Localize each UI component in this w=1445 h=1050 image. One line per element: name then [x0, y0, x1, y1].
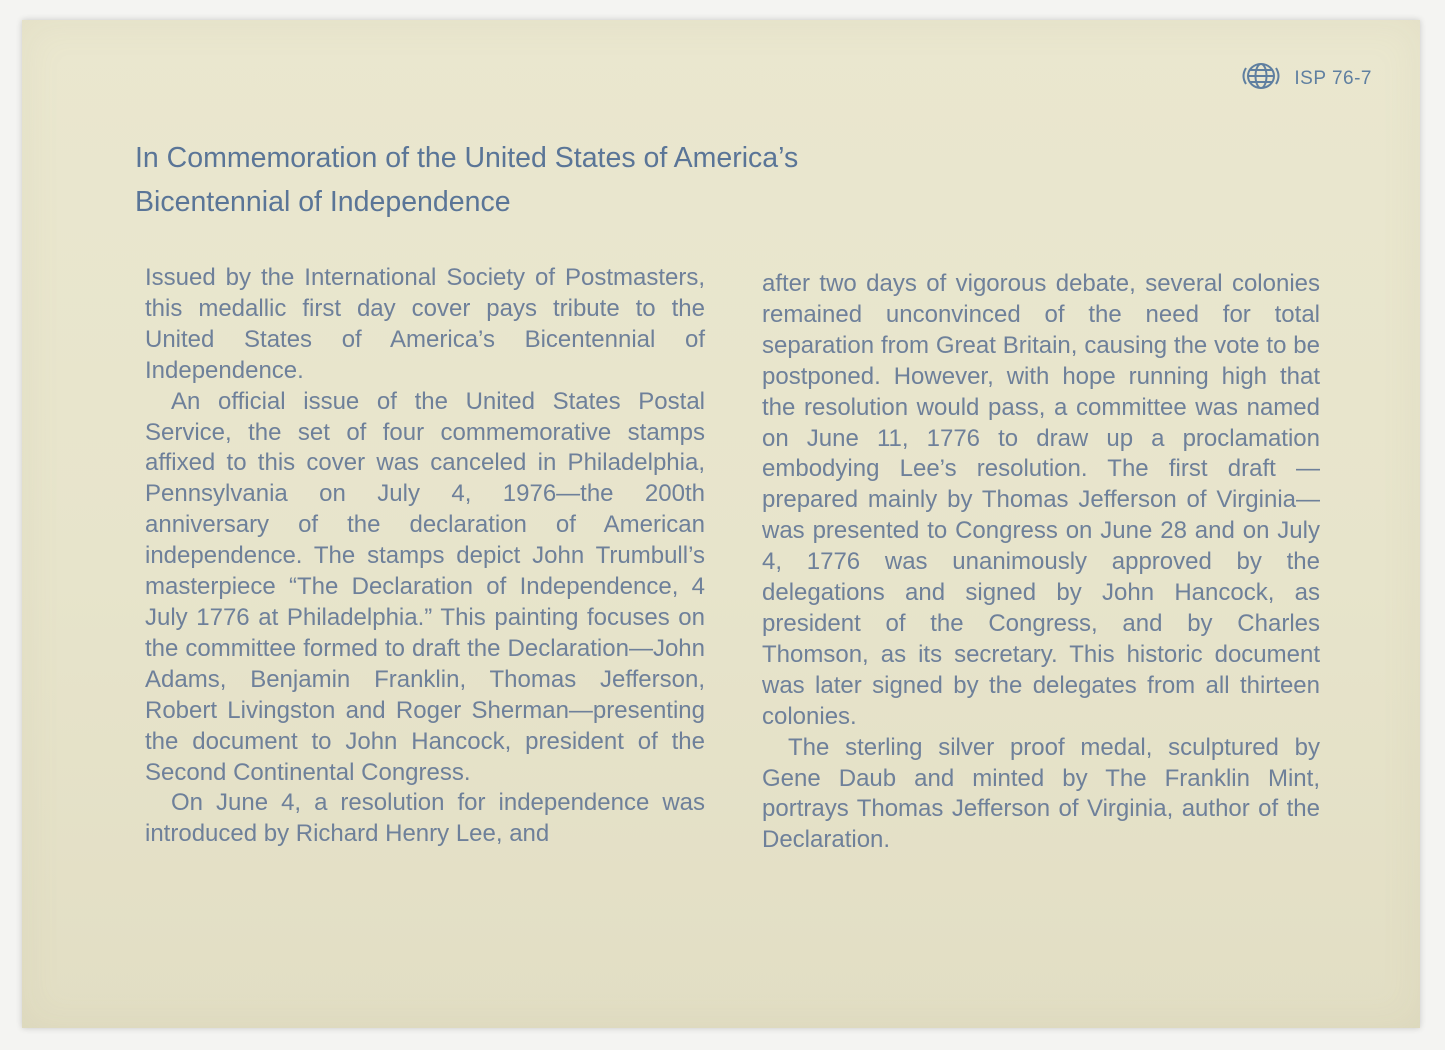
paragraph: An official issue of the United States Postal Service, the set of four commemorative stamps affixed to this cover was canceled in Philadelphia, Pennsylvania on July 4, 1976—the 200th anniversary of the declaration of American independence. The stamps depict John Trumbull’s masterpiece “The Declaration of Independence, 4 July 1776 at Philadelphia.” This painting focuses on the committee formed to draft the Declaration—John Adams, Benjamin Franklin, Thomas Jefferson, Robert Livingston and Roger Sherman—presenting the document to John Hancock, president of the Second Continental Congress.: [145, 387, 705, 786]
title-line-1: In Commemoration of the United States of America’s: [135, 142, 799, 174]
title-line-2: Bicentennial of Independence: [135, 186, 511, 218]
isp-code: [1240, 62, 1372, 96]
paragraph: Issued by the International Society of Postmasters, this medallic first day cover pays tribute to the United States of America’s Bicentennial of Independence.: [145, 264, 705, 384]
paragraph: The sterling silver proof medal, sculptured by Gene Daub and minted by The Franklin Mint, portrays Thomas Jefferson of Virginia, author of the Declaration.: [762, 733, 1320, 854]
paragraph: On June 4, a resolution for independence was introduced by Richard Henry Lee, and: [145, 789, 705, 848]
isp-code-text: ISP 76-7: [1294, 68, 1372, 89]
page-title: [135, 136, 798, 224]
document-card: [22, 20, 1420, 1028]
left-column: [145, 263, 705, 850]
right-column: [762, 269, 1320, 856]
globe-icon: [1240, 62, 1282, 96]
paragraph: after two days of vigorous debate, several colonies remained unconvinced of the need for total separation from Great Britain, causing the vote to be postponed. However, with hope running high that the resolution would pass, a committee was named on June 11, 1776 to draw up a proclamation embodying Lee’s resolution. The first draft —prepared mainly by Thomas Jefferson of Virginia—was presented to Congress on June 28 and on July 4, 1776 was unanimously approved by the delegations and signed by John Hancock, as president of the Congress, and by Charles Thomson, as its secretary. This historic document was later signed by the delegates from all thirteen colonies.: [762, 270, 1320, 730]
